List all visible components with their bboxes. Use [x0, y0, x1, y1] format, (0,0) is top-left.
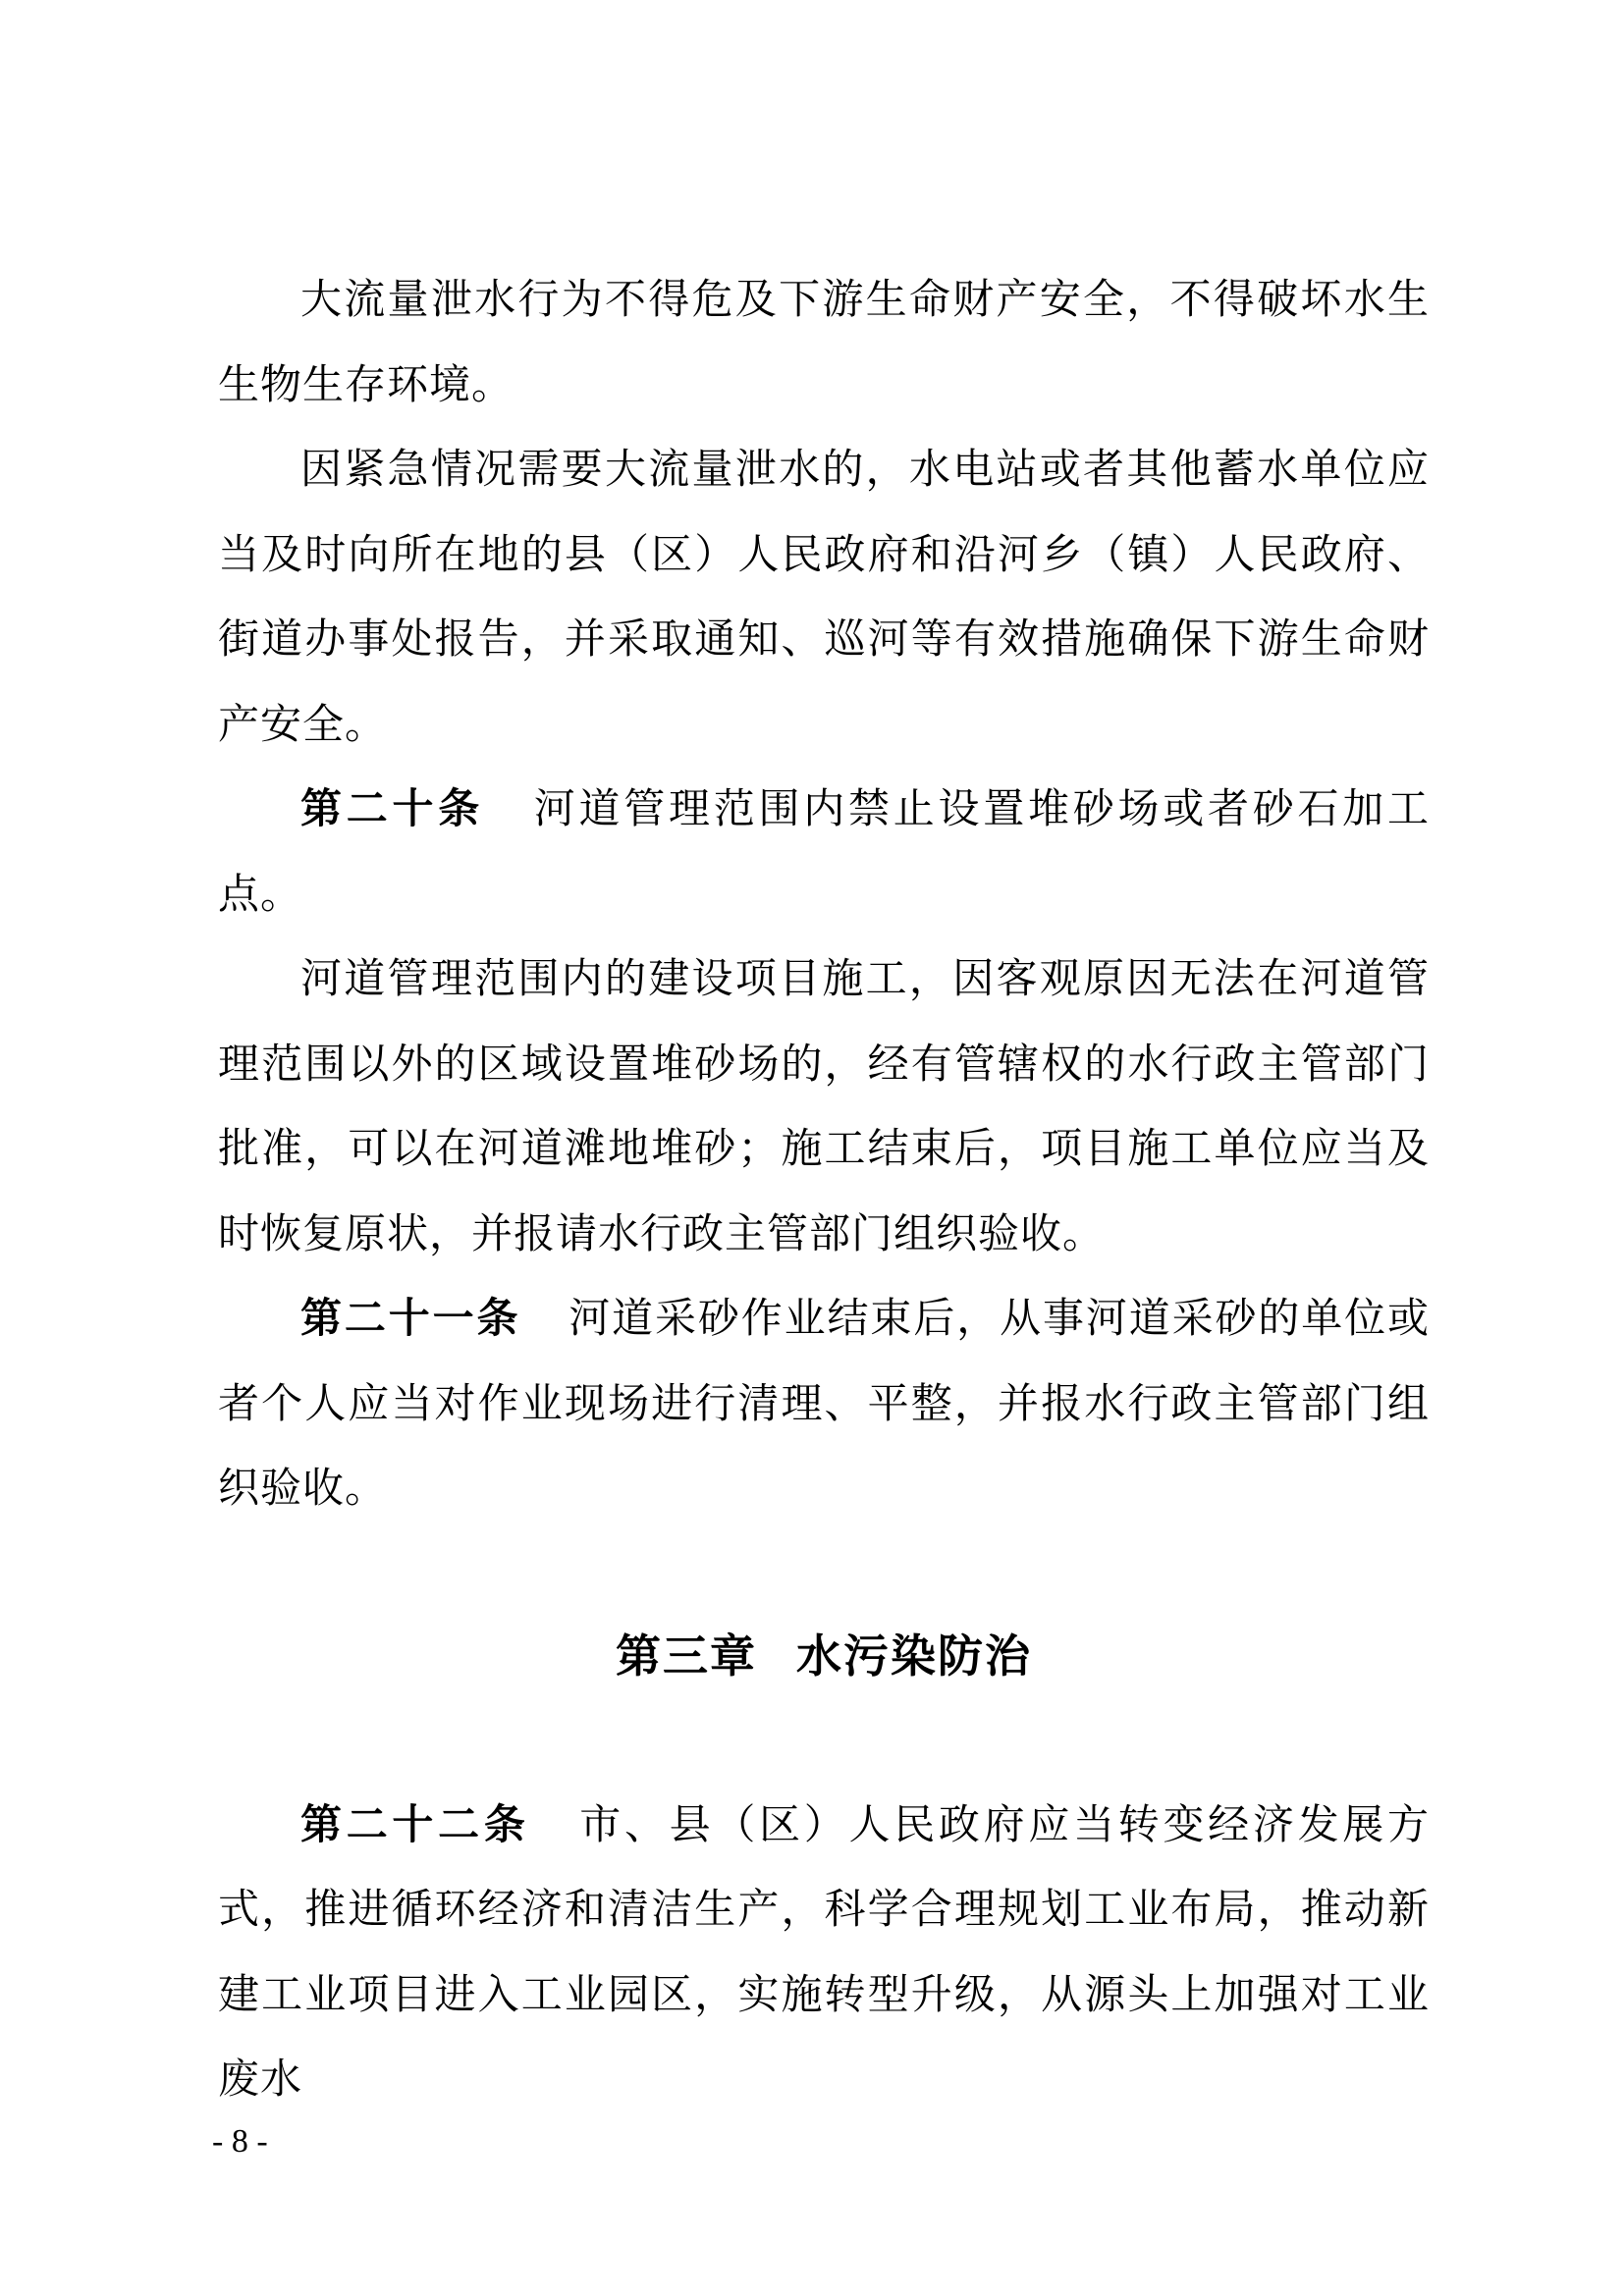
article-number: 第二十一条	[300, 1294, 521, 1342]
paragraph-text: 河道管理范围内的建设项目施工，因客观原因无法在河道管理范围以外的区域设置堆砂场的，经有管辖权的水行政主管部门批准，可以在河道滩地堆砂；施工结束后，项目施工单位应当及时恢复原状，并报请水行政主管部门组织验收。	[218, 954, 1430, 1257]
paragraph-text: 因紧急情况需要大流量泄水的，水电站或者其他蓄水单位应当及时向所在地的县（区）人民政府和沿河乡（镇）人民政府、街道办事处报告，并采取通知、巡河等有效措施确保下游生命财产安全。	[218, 445, 1430, 748]
article-number: 第二十二条	[300, 1799, 530, 1848]
paragraph-text: 河道采砂作业结束后，从事河道采砂的单位或者个人应当对作业现场进行清理、平整，并报水行政主管部门组织验收。	[218, 1294, 1430, 1512]
paragraph-text: 市、县（区）人民政府应当转变经济发展方式，推进循环经济和清洁生产，科学合理规划工业布局，推动新建工业项目进入工业园区，实施转型升级，从源头上加强对工业废水	[218, 1799, 1430, 2103]
article-paragraph	[218, 767, 1430, 936]
paragraph	[218, 427, 1430, 767]
paragraph-text: 大流量泄水行为不得危及下游生命财产安全，不得破坏水生生物生存环境。	[218, 275, 1430, 408]
document-body	[218, 257, 1430, 2122]
chapter-number: 第三章	[616, 1629, 757, 1682]
article-number: 第二十条	[300, 784, 484, 832]
paragraph	[218, 936, 1430, 1276]
chapter-title: 水污染防治	[796, 1629, 1032, 1682]
paragraph	[218, 257, 1430, 427]
paragraph-text: 河道管理范围内禁止设置堆砂场或者砂石加工点。	[218, 784, 1430, 918]
article-paragraph	[218, 1276, 1430, 1531]
article-paragraph	[218, 1783, 1430, 2122]
chapter-heading	[218, 1614, 1430, 1698]
page-number: - 8 -	[212, 2123, 268, 2160]
